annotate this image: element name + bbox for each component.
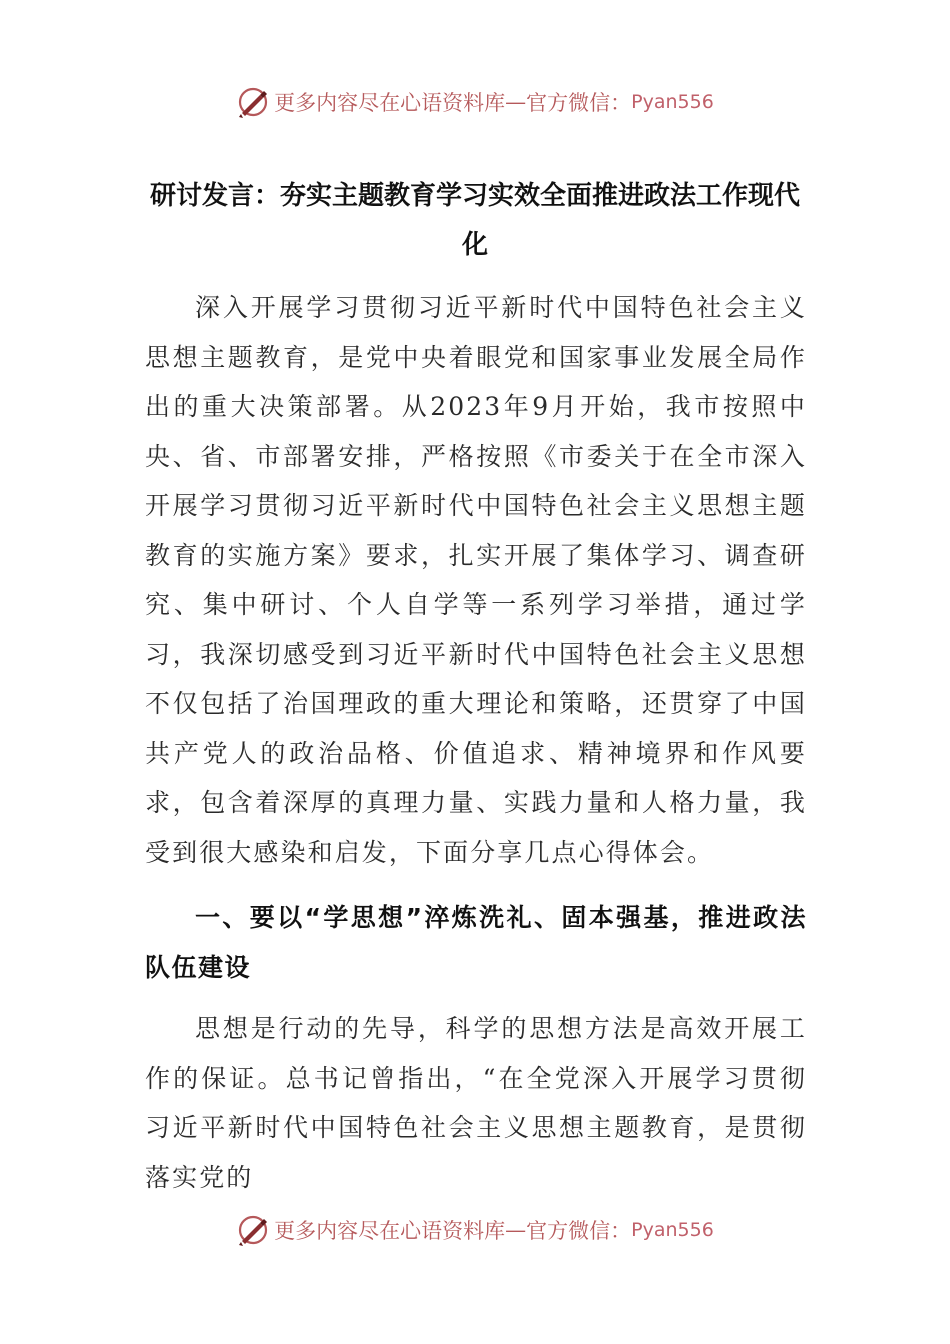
pen-logo-icon xyxy=(236,85,270,119)
document-title: 研讨发言：夯实主题教育学习实效全面推进政法工作现代化 xyxy=(149,181,800,260)
footer-banner-separator: — xyxy=(505,1218,527,1242)
pen-logo-icon xyxy=(236,1213,270,1247)
paragraph-intro: 深入开展学习贯彻习近平新时代中国特色社会主义思想主题教育，是党中央着眼党和国家事业发展全局作出的重大决策部署。从2023年9月开始，我市按照中央、省、市部署安排，严格按照《市委关于在全市深入开展学习贯彻习近平新时代中国特色社会主义思想主题教育的实施方案》要求，扎实开展了集体学习、调查研究、集中研讨、个人自学等一系列学习举措，通过学习，我深切感受到习近平新时代中国特色社会主义思想不仅包括了治国理政的重大理论和策略，还贯穿了中国共产党人的政治品格、价值追求、精神境界和作风要求，包含着深厚的真理力量、实践力量和人格力量，我受到很大感染和启发，下面分享几点心得体会。 xyxy=(145,293,807,867)
header-banner xyxy=(0,82,950,122)
banner-wechat-label: 官方微信： xyxy=(526,91,632,115)
banner-text: 更多内容尽在心语资料库 xyxy=(274,91,506,115)
footer-banner xyxy=(0,1210,950,1250)
footer-banner-text: 更多内容尽在心语资料库 xyxy=(274,1219,506,1243)
footer-banner-wechat-id: Pyan556 xyxy=(631,1219,714,1241)
paragraph-section-1: 思想是行动的先导，科学的思想方法是高效开展工作的保证。总书记曾指出，“在全党深入开展学习贯彻习近平新时代中国特色社会主义思想主题教育，是贯彻落实党的 xyxy=(145,1014,807,1192)
banner-wechat-id: Pyan556 xyxy=(631,91,714,113)
section-heading-1: 一、要以“学思想”淬炼洗礼、固本强基，推进政法队伍建设 xyxy=(145,903,807,982)
footer-banner-wechat-label: 官方微信： xyxy=(526,1219,632,1243)
banner-separator: — xyxy=(505,90,527,114)
